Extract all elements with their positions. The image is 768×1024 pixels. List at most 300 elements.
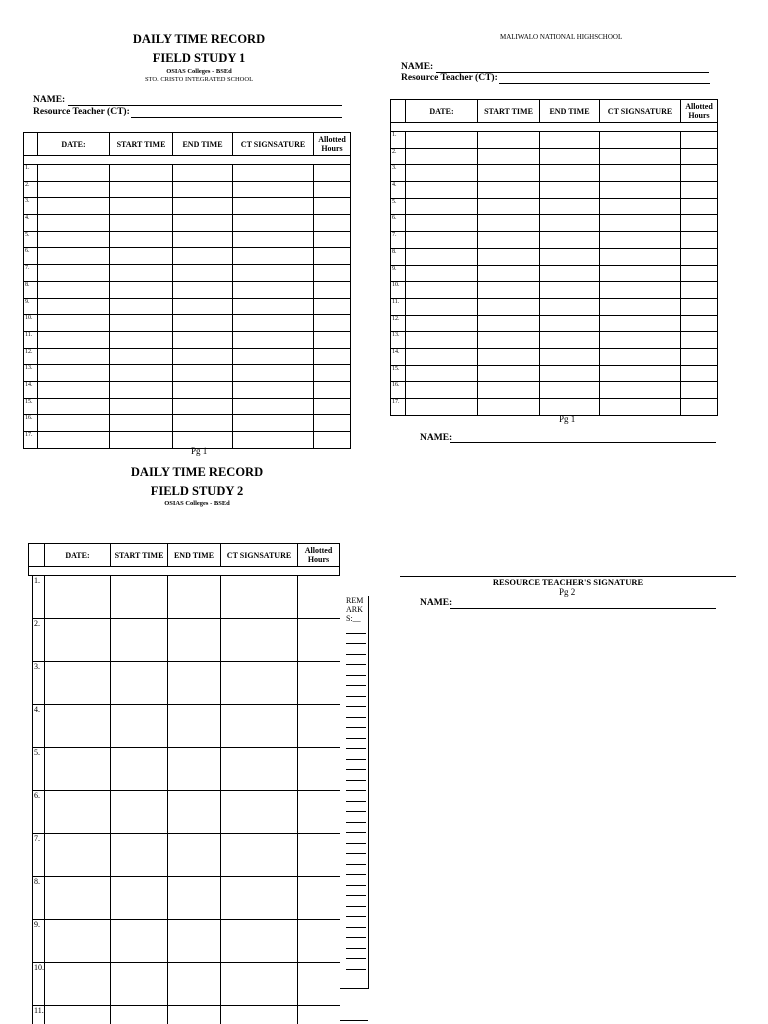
date-cell[interactable] (38, 215, 110, 232)
row-number: 9. (33, 920, 45, 963)
date-cell[interactable] (406, 382, 478, 399)
date-cell[interactable] (45, 963, 111, 1006)
date-cell[interactable] (38, 315, 110, 332)
end-time-cell[interactable] (168, 834, 221, 877)
allotted-hours-cell[interactable] (314, 432, 351, 449)
form2-bottom-name-line[interactable] (450, 442, 716, 443)
start-time-cell[interactable] (110, 265, 173, 282)
date-cell[interactable] (406, 399, 478, 416)
end-time-cell[interactable] (168, 791, 221, 834)
allotted-hours-cell[interactable] (314, 315, 351, 332)
date-cell[interactable] (406, 332, 478, 349)
allotted-hours-cell[interactable] (298, 705, 341, 748)
end-time-cell[interactable] (168, 662, 221, 705)
allotted-hours-cell[interactable] (314, 265, 351, 282)
start-time-cell[interactable] (110, 231, 173, 248)
row-number: 6. (33, 791, 45, 834)
end-time-cell[interactable] (540, 265, 600, 282)
end-time-cell[interactable] (540, 248, 600, 265)
start-time-cell[interactable] (110, 381, 173, 398)
table-row (24, 298, 351, 315)
table-row (24, 181, 351, 198)
start-time-cell[interactable] (478, 365, 540, 382)
allotted-hours-cell[interactable] (681, 182, 718, 199)
date-cell[interactable] (45, 834, 111, 877)
form1-college: OSIAS Colleges - BSEd (166, 68, 232, 75)
ct-signature-cell[interactable] (233, 248, 314, 265)
end-time-cell[interactable] (540, 165, 600, 182)
ct-signature-cell[interactable] (233, 415, 314, 432)
start-time-cell[interactable] (478, 165, 540, 182)
date-cell[interactable] (406, 282, 478, 299)
date-cell[interactable] (38, 432, 110, 449)
end-time-cell[interactable] (168, 748, 221, 791)
allotted-hours-cell[interactable] (681, 348, 718, 365)
start-time-cell[interactable] (111, 834, 168, 877)
allotted-hours-cell[interactable] (681, 198, 718, 215)
start-time-cell[interactable] (478, 298, 540, 315)
end-time-cell[interactable] (173, 365, 233, 382)
row-number: 7. (33, 834, 45, 877)
form1-name-line[interactable] (68, 105, 342, 106)
date-cell[interactable] (406, 248, 478, 265)
ct-signature-cell[interactable] (233, 181, 314, 198)
ct-signature-cell[interactable] (233, 348, 314, 365)
start-time-cell[interactable] (110, 198, 173, 215)
end-time-cell[interactable] (173, 165, 233, 182)
start-time-cell[interactable] (111, 791, 168, 834)
end-time-cell[interactable] (540, 365, 600, 382)
allotted-hours-cell[interactable] (314, 281, 351, 298)
row-number: 3. (24, 198, 38, 215)
end-time-cell[interactable] (173, 198, 233, 215)
row-number: 12. (391, 315, 406, 332)
start-time-cell[interactable] (111, 748, 168, 791)
end-time-cell[interactable] (173, 331, 233, 348)
form1-school: STO. CRISTO INTEGRATED SCHOOL (144, 76, 254, 83)
date-cell[interactable] (45, 576, 111, 619)
row-number: 9. (391, 265, 406, 282)
start-time-cell[interactable] (110, 215, 173, 232)
start-time-cell[interactable] (478, 332, 540, 349)
end-time-cell[interactable] (540, 315, 600, 332)
end-time-cell[interactable] (168, 963, 221, 1006)
date-cell[interactable] (406, 182, 478, 199)
ct-signature-cell[interactable] (221, 748, 298, 791)
start-time-cell[interactable] (110, 415, 173, 432)
end-time-cell[interactable] (173, 348, 233, 365)
ct-signature-cell[interactable] (221, 963, 298, 1006)
table-row (24, 398, 351, 415)
allotted-hours-cell[interactable] (681, 399, 718, 416)
form2-teacher-label: Resource Teacher (CT): (401, 73, 498, 83)
end-time-cell[interactable] (540, 148, 600, 165)
date-cell[interactable] (45, 748, 111, 791)
allotted-hours-cell[interactable] (314, 381, 351, 398)
start-time-cell[interactable] (111, 619, 168, 662)
allotted-hours-cell[interactable] (681, 382, 718, 399)
ct-signature-cell[interactable] (600, 348, 681, 365)
allotted-hours-cell[interactable] (314, 248, 351, 265)
ct-signature-cell[interactable] (600, 265, 681, 282)
allotted-hours-cell[interactable] (298, 877, 341, 920)
start-time-cell[interactable] (110, 331, 173, 348)
end-time-cell[interactable] (173, 281, 233, 298)
allotted-hours-cell[interactable] (314, 365, 351, 382)
date-cell[interactable] (38, 165, 110, 182)
end-time-cell[interactable] (173, 315, 233, 332)
start-time-cell[interactable] (478, 315, 540, 332)
table-row (24, 231, 351, 248)
allotted-hours-cell[interactable] (681, 265, 718, 282)
end-time-cell[interactable] (173, 231, 233, 248)
remark-line (346, 727, 366, 728)
end-time-cell[interactable] (173, 398, 233, 415)
end-time-cell[interactable] (168, 877, 221, 920)
date-cell[interactable] (45, 920, 111, 963)
allotted-hours-cell[interactable] (681, 132, 718, 149)
start-time-cell[interactable] (111, 1006, 168, 1024)
ct-signature-cell[interactable] (233, 331, 314, 348)
ct-signature-cell[interactable] (600, 148, 681, 165)
start-time-cell[interactable] (478, 215, 540, 232)
ct-signature-cell[interactable] (233, 298, 314, 315)
header-date: DATE: (45, 544, 111, 567)
allotted-hours-cell[interactable] (298, 791, 341, 834)
start-time-cell[interactable] (110, 248, 173, 265)
date-cell[interactable] (45, 619, 111, 662)
ct-signature-cell[interactable] (233, 231, 314, 248)
ct-signature-cell[interactable] (221, 662, 298, 705)
form4-name-line[interactable] (450, 608, 716, 609)
table-row (391, 348, 718, 365)
date-cell[interactable] (406, 232, 478, 249)
form4-name-label: NAME: (420, 598, 453, 608)
allotted-hours-cell[interactable] (314, 198, 351, 215)
table-row (391, 165, 718, 182)
start-time-cell[interactable] (110, 181, 173, 198)
allotted-hours-cell[interactable] (298, 1006, 341, 1024)
ct-signature-cell[interactable] (221, 705, 298, 748)
end-time-cell[interactable] (173, 415, 233, 432)
end-time-cell[interactable] (540, 332, 600, 349)
row-number: 16. (391, 382, 406, 399)
start-time-cell[interactable] (110, 365, 173, 382)
ct-signature-cell[interactable] (233, 432, 314, 449)
start-time-cell[interactable] (478, 148, 540, 165)
end-time-cell[interactable] (168, 619, 221, 662)
ct-signature-cell[interactable] (221, 877, 298, 920)
date-cell[interactable] (38, 365, 110, 382)
end-time-cell[interactable] (540, 298, 600, 315)
remark-line (346, 633, 366, 634)
form1-page-number: Pg 1 (191, 446, 208, 456)
ct-signature-cell[interactable] (600, 298, 681, 315)
start-time-cell[interactable] (110, 348, 173, 365)
date-cell[interactable] (38, 281, 110, 298)
end-time-cell[interactable] (540, 215, 600, 232)
allotted-hours-cell[interactable] (314, 181, 351, 198)
ct-signature-cell[interactable] (221, 1006, 298, 1024)
start-time-cell[interactable] (111, 920, 168, 963)
remark-line (346, 885, 366, 886)
remarks-label: REM ARK S:__ (346, 596, 364, 623)
ct-signature-cell[interactable] (233, 215, 314, 232)
start-time-cell[interactable] (478, 182, 540, 199)
date-cell[interactable] (406, 198, 478, 215)
allotted-hours-cell[interactable] (298, 662, 341, 705)
row-number: 1. (33, 576, 45, 619)
row-number: 2. (33, 619, 45, 662)
ct-signature-cell[interactable] (600, 365, 681, 382)
end-time-cell[interactable] (540, 282, 600, 299)
remark-line (346, 864, 366, 865)
date-cell[interactable] (45, 791, 111, 834)
date-cell[interactable] (406, 148, 478, 165)
allotted-hours-cell[interactable] (314, 298, 351, 315)
ct-signature-cell[interactable] (233, 281, 314, 298)
ct-signature-cell[interactable] (600, 215, 681, 232)
ct-signature-cell[interactable] (233, 198, 314, 215)
row-number: 7. (391, 232, 406, 249)
table-row (391, 232, 718, 249)
allotted-hours-cell[interactable] (314, 415, 351, 432)
start-time-cell[interactable] (478, 399, 540, 416)
table-row (24, 331, 351, 348)
start-time-cell[interactable] (478, 282, 540, 299)
start-time-cell[interactable] (110, 432, 173, 449)
end-time-cell[interactable] (173, 215, 233, 232)
row-number: 7. (24, 265, 38, 282)
remark-line (346, 822, 366, 823)
table-row (24, 365, 351, 382)
dtr-table-fs2-rows (32, 575, 340, 1024)
date-cell[interactable] (38, 331, 110, 348)
remark-line (346, 654, 366, 655)
allotted-hours-cell[interactable] (681, 215, 718, 232)
form2-name-label: NAME: (401, 62, 434, 72)
date-cell[interactable] (406, 365, 478, 382)
allotted-hours-cell[interactable] (681, 232, 718, 249)
row-number: 8. (24, 281, 38, 298)
date-cell[interactable] (38, 381, 110, 398)
row-number: 1. (24, 165, 38, 182)
date-cell[interactable] (38, 265, 110, 282)
end-time-cell[interactable] (173, 248, 233, 265)
date-cell[interactable] (38, 298, 110, 315)
start-time-cell[interactable] (111, 705, 168, 748)
ct-signature-cell[interactable] (600, 198, 681, 215)
allotted-hours-cell[interactable] (314, 231, 351, 248)
remark-line (346, 853, 366, 854)
allotted-hours-cell[interactable] (681, 248, 718, 265)
table-row (33, 877, 341, 920)
remark-line (346, 958, 366, 959)
row-number: 2. (24, 181, 38, 198)
ct-signature-cell[interactable] (221, 791, 298, 834)
ct-signature-cell[interactable] (221, 920, 298, 963)
remarks-underline (340, 1020, 368, 1021)
remark-line (346, 832, 366, 833)
form3-title: DAILY TIME RECORD (130, 465, 264, 479)
ct-signature-cell[interactable] (600, 315, 681, 332)
allotted-hours-cell[interactable] (681, 332, 718, 349)
table-row (33, 834, 341, 877)
allotted-hours-cell[interactable] (681, 148, 718, 165)
end-time-cell[interactable] (168, 920, 221, 963)
row-number: 10. (33, 963, 45, 1006)
table-row (33, 748, 341, 791)
remark-line (346, 801, 366, 802)
start-time-cell[interactable] (110, 298, 173, 315)
allotted-hours-cell[interactable] (681, 315, 718, 332)
row-number: 9. (24, 298, 38, 315)
row-number: 5. (33, 748, 45, 791)
end-time-cell[interactable] (173, 298, 233, 315)
table-row (391, 148, 718, 165)
ct-signature-cell[interactable] (600, 248, 681, 265)
allotted-hours-cell[interactable] (681, 165, 718, 182)
ct-signature-cell[interactable] (233, 398, 314, 415)
date-cell[interactable] (38, 198, 110, 215)
table-row (33, 963, 341, 1006)
start-time-cell[interactable] (111, 662, 168, 705)
ct-signature-cell[interactable] (600, 165, 681, 182)
allotted-hours-cell[interactable] (298, 619, 341, 662)
end-time-cell[interactable] (540, 198, 600, 215)
end-time-cell[interactable] (168, 705, 221, 748)
date-cell[interactable] (38, 348, 110, 365)
remarks-box[interactable] (340, 596, 369, 989)
form2-teacher-line[interactable] (499, 83, 710, 84)
ct-signature-cell[interactable] (233, 315, 314, 332)
table-row (391, 332, 718, 349)
date-cell[interactable] (38, 181, 110, 198)
form1-teacher-line[interactable] (131, 117, 342, 118)
start-time-cell[interactable] (478, 132, 540, 149)
end-time-cell[interactable] (173, 181, 233, 198)
row-number: 5. (24, 231, 38, 248)
remark-line (346, 738, 366, 739)
date-cell[interactable] (38, 231, 110, 248)
end-time-cell[interactable] (540, 132, 600, 149)
table-row (33, 662, 341, 705)
table-row (33, 705, 341, 748)
start-time-cell[interactable] (478, 265, 540, 282)
ct-signature-cell[interactable] (600, 332, 681, 349)
end-time-cell[interactable] (173, 381, 233, 398)
ct-signature-cell[interactable] (600, 132, 681, 149)
date-cell[interactable] (38, 398, 110, 415)
end-time-cell[interactable] (540, 232, 600, 249)
date-cell[interactable] (406, 315, 478, 332)
allotted-hours-cell[interactable] (298, 834, 341, 877)
allotted-hours-cell[interactable] (314, 398, 351, 415)
end-time-cell[interactable] (540, 348, 600, 365)
date-cell[interactable] (45, 877, 111, 920)
start-time-cell[interactable] (110, 165, 173, 182)
allotted-hours-cell[interactable] (314, 215, 351, 232)
date-cell[interactable] (406, 132, 478, 149)
start-time-cell[interactable] (111, 576, 168, 619)
allotted-hours-cell[interactable] (298, 748, 341, 791)
date-cell[interactable] (406, 298, 478, 315)
ct-signature-cell[interactable] (600, 282, 681, 299)
end-time-cell[interactable] (173, 265, 233, 282)
row-number: 8. (391, 248, 406, 265)
form1-name-label: NAME: (33, 95, 66, 105)
ct-signature-cell[interactable] (221, 834, 298, 877)
form2-school: MALIWALO NATIONAL HIGHSCHOOL (500, 33, 623, 41)
end-time-cell[interactable] (540, 399, 600, 416)
allotted-hours-cell[interactable] (681, 365, 718, 382)
remark-line (346, 948, 366, 949)
date-cell[interactable] (406, 215, 478, 232)
ct-signature-cell[interactable] (600, 399, 681, 416)
date-cell[interactable] (45, 705, 111, 748)
start-time-cell[interactable] (110, 398, 173, 415)
dtr-table-fs1 (23, 132, 351, 449)
start-time-cell[interactable] (111, 963, 168, 1006)
row-number: 3. (391, 165, 406, 182)
end-time-cell[interactable] (168, 1006, 221, 1024)
start-time-cell[interactable] (111, 877, 168, 920)
allotted-hours-cell[interactable] (314, 331, 351, 348)
date-cell[interactable] (45, 662, 111, 705)
date-cell[interactable] (406, 265, 478, 282)
remark-line (346, 769, 366, 770)
end-time-cell[interactable] (540, 182, 600, 199)
start-time-cell[interactable] (478, 232, 540, 249)
date-cell[interactable] (38, 248, 110, 265)
row-number: 4. (33, 705, 45, 748)
table-row (391, 365, 718, 382)
ct-signature-cell[interactable] (221, 619, 298, 662)
date-cell[interactable] (406, 165, 478, 182)
start-time-cell[interactable] (478, 382, 540, 399)
date-cell[interactable] (38, 415, 110, 432)
ct-signature-cell[interactable] (233, 265, 314, 282)
form2-bottom-name-label: NAME: (420, 433, 453, 443)
end-time-cell[interactable] (168, 576, 221, 619)
date-cell[interactable] (406, 348, 478, 365)
ct-signature-cell[interactable] (600, 182, 681, 199)
form3-college: OSIAS Colleges - BSEd (164, 500, 230, 507)
start-time-cell[interactable] (110, 315, 173, 332)
start-time-cell[interactable] (478, 348, 540, 365)
allotted-hours-cell[interactable] (314, 165, 351, 182)
ct-signature-cell[interactable] (221, 576, 298, 619)
ct-signature-cell[interactable] (600, 232, 681, 249)
allotted-hours-cell[interactable] (298, 963, 341, 1006)
date-cell[interactable] (45, 1006, 111, 1024)
allotted-hours-cell[interactable] (298, 920, 341, 963)
allotted-hours-cell[interactable] (681, 298, 718, 315)
ct-signature-cell[interactable] (233, 365, 314, 382)
allotted-hours-cell[interactable] (314, 348, 351, 365)
table-row (33, 920, 341, 963)
allotted-hours-cell[interactable] (298, 576, 341, 619)
start-time-cell[interactable] (478, 198, 540, 215)
ct-signature-cell[interactable] (600, 382, 681, 399)
row-number: 14. (24, 381, 38, 398)
ct-signature-cell[interactable] (233, 381, 314, 398)
ct-signature-cell[interactable] (233, 165, 314, 182)
start-time-cell[interactable] (110, 281, 173, 298)
start-time-cell[interactable] (478, 248, 540, 265)
end-time-cell[interactable] (540, 382, 600, 399)
allotted-hours-cell[interactable] (681, 282, 718, 299)
